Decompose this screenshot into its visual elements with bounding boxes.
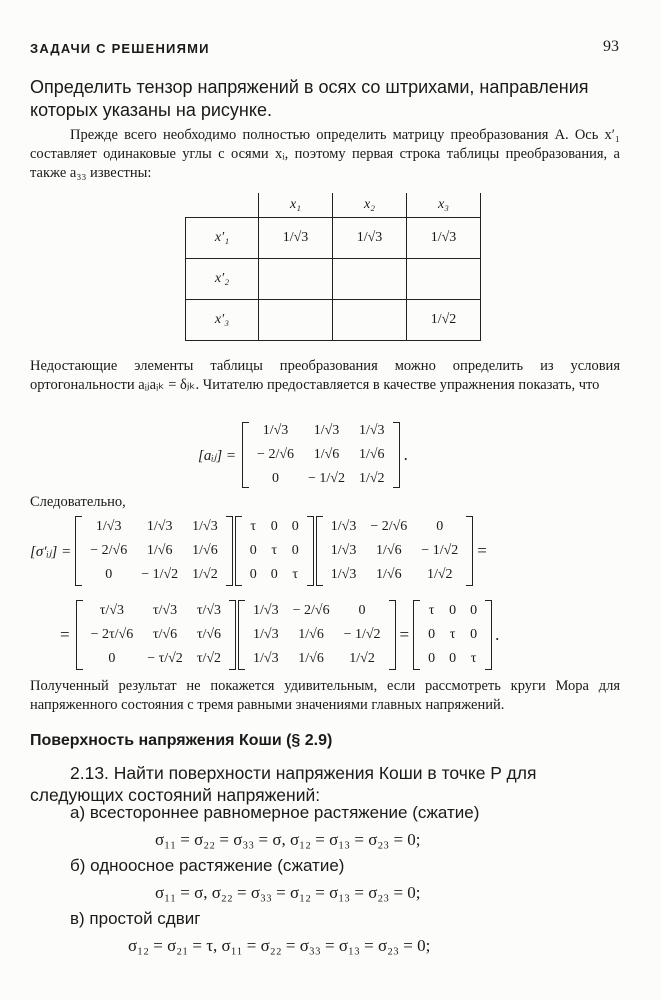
matrix-cell: 0 (470, 603, 478, 618)
equals-sign: = (399, 625, 410, 644)
left-bracket (242, 422, 249, 488)
right-bracket (226, 516, 233, 586)
matrix-cell: − 1/√2 (308, 471, 345, 486)
matrix-cell: τ (292, 567, 299, 582)
stress-equation-line-1 (30, 514, 487, 588)
table-corner (186, 193, 259, 218)
left-bracket (413, 600, 420, 670)
matrix-cell: 1/√3 (330, 567, 357, 582)
matrix-cell: τ (449, 627, 456, 642)
matrix-cell: 0 (272, 471, 280, 486)
table-cell (259, 300, 333, 341)
matrix-cell: 1/√3 (358, 423, 385, 438)
left-bracket (75, 516, 82, 586)
matrix-cell: − 1/√2 (141, 567, 179, 582)
row-header: x′₁ (186, 218, 259, 259)
left-bracket (76, 600, 83, 670)
matrix-cell: 0 (108, 651, 116, 666)
matrix-cell: τ (271, 543, 278, 558)
matrix-cell: 0 (449, 651, 457, 666)
matrix-cell: 1/√3 (253, 627, 279, 642)
aij-label: [aᵢⱼ] = (198, 447, 237, 464)
row-header: x′₂ (186, 259, 259, 300)
matrix-product (83, 598, 229, 672)
matrix-cell: 0 (270, 567, 278, 582)
left-bracket (316, 516, 323, 586)
matrix-cell: 0 (470, 627, 478, 642)
matrix-cell: τ/√3 (152, 603, 178, 618)
table-cell: 1/√2 (407, 300, 481, 341)
matrix-cell: − 2/√6 (257, 447, 295, 462)
table-cell (333, 300, 407, 341)
matrix-cell: τ (250, 519, 257, 534)
col-header: x₂ (333, 193, 407, 218)
left-bracket (238, 600, 245, 670)
matrix-cell: 1/√6 (192, 543, 218, 558)
right-bracket (393, 422, 400, 488)
col-header: x₃ (407, 193, 481, 218)
matrix-cell: 1/√6 (298, 627, 324, 642)
matrix-cell: 1/√6 (358, 447, 385, 462)
matrix-cell: 0 (428, 627, 436, 642)
matrix-cell: 1/√6 (376, 567, 402, 582)
matrix-cell: 1/√6 (376, 543, 402, 558)
table-cell (259, 259, 333, 300)
matrix-cell: 1/√2 (349, 651, 375, 666)
matrix-cell: τ/√2 (196, 651, 222, 666)
problem-statement: 2.13. Найти поверхности напряжения Коши в точке P для следующих состояний напряжений: (30, 763, 537, 805)
matrix-cell: 1/√3 (253, 651, 279, 666)
matrix-cell: 0 (428, 651, 436, 666)
table-cell: 1/√3 (259, 218, 333, 259)
matrix-cell: τ/√3 (99, 603, 124, 618)
sigma-prime-label: [σ′ᵢⱼ] = (30, 543, 72, 560)
matrix-a-transpose (323, 514, 467, 588)
matrix-cell: 1/√2 (358, 471, 385, 486)
matrix-cell: 0 (291, 519, 299, 534)
period: . (495, 625, 500, 644)
matrix-cell: 0 (291, 543, 299, 558)
matrix-stress (242, 514, 307, 588)
matrix-cell: − 2τ/√6 (90, 627, 134, 642)
matrix-cell: 1/√3 (253, 603, 279, 618)
matrix-cell: τ/√6 (196, 627, 222, 642)
matrix-a-transpose (245, 598, 389, 672)
stress-equation-line-2 (60, 598, 499, 672)
paragraph-mohr: Полученный результат не покажется удивительным, если рассмотреть круги Мора для напряженного состояния с тремя равными значениями главных напряжений. (30, 678, 620, 713)
matrix-a (82, 514, 226, 588)
table-cell: 1/√3 (333, 218, 407, 259)
col-header: x₁ (259, 193, 333, 218)
section-heading: Поверхность напряжения Коши (§ 2.9) (30, 732, 333, 749)
matrix-cell: τ/√6 (152, 627, 178, 642)
right-bracket (466, 516, 473, 586)
matrix-cell: 1/√3 (330, 519, 357, 534)
matrix-cell: 1/√3 (313, 423, 340, 438)
matrix-cell: 0 (105, 567, 113, 582)
period: . (403, 445, 408, 464)
lead-paragraph: Определить тензор напряжений в осях со штрихами, направления которых указаны на рисунке. (30, 77, 589, 120)
page-number: 93 (603, 38, 619, 55)
matrix-cell: 1/√6 (146, 543, 173, 558)
item-equation: σ₁₁ = σ, σ₂₂ = σ₃₃ = σ₁₂ = σ₁₃ = σ₂₃ = 0; (155, 883, 421, 902)
matrix-cell: − 2/√6 (292, 603, 330, 618)
matrix-cell: 0 (436, 519, 444, 534)
matrix-cell: 1/√3 (146, 519, 173, 534)
transform-table (185, 193, 481, 341)
matrix-cell: 0 (270, 519, 278, 534)
matrix-cell: 1/√3 (330, 543, 357, 558)
item-label: в) простой сдвиг (70, 909, 201, 928)
item-equation: σ₁₁ = σ₂₂ = σ₃₃ = σ, σ₁₂ = σ₁₃ = σ₂₃ = 0; (155, 830, 421, 849)
matrix-cell: 0 (249, 567, 257, 582)
matrix-cell: 1/√2 (426, 567, 453, 582)
matrix-cell: 1/√2 (192, 567, 218, 582)
matrix-cell: τ/√3 (196, 603, 222, 618)
matrix-cell: 0 (449, 603, 457, 618)
right-bracket (229, 600, 236, 670)
equals-sign: = (477, 541, 487, 560)
matrix-cell: − 1/√2 (421, 543, 459, 558)
right-bracket (389, 600, 396, 670)
consequently-text: Следовательно, (30, 494, 126, 510)
item-label: а) всестороннее равномерное растяжение (сжатие) (70, 803, 480, 822)
matrix-cell: 1/√3 (192, 519, 218, 534)
right-bracket (307, 516, 314, 586)
row-header: x′₃ (186, 300, 259, 341)
matrix-result (420, 598, 485, 672)
matrix-cell: 1/√6 (313, 447, 340, 462)
table-cell (333, 259, 407, 300)
matrix-cell: − τ/√2 (147, 651, 183, 666)
table-cell: 1/√3 (407, 218, 481, 259)
matrix-cell: τ (470, 651, 477, 666)
matrix-cell: − 1/√2 (343, 627, 381, 642)
left-bracket (235, 516, 242, 586)
equals-sign: = (60, 625, 70, 644)
running-title: ЗАДАЧИ С РЕШЕНИЯМИ (30, 41, 210, 56)
matrix-cell: 0 (249, 543, 257, 558)
aij-equation (198, 418, 408, 492)
table-cell (407, 259, 481, 300)
matrix-cell: − 2/√6 (370, 519, 408, 534)
matrix-cell: 1/√3 (95, 519, 122, 534)
matrix-cell: − 2/√6 (90, 543, 128, 558)
right-bracket (485, 600, 492, 670)
item-label: б) одноосное растяжение (сжатие) (70, 856, 345, 875)
matrix-cell: 1/√3 (262, 423, 289, 438)
matrix-cell: τ (428, 603, 435, 618)
matrix-cell: 1/√6 (298, 651, 324, 666)
aij-matrix (249, 418, 393, 492)
item-equation: σ₁₂ = σ₂₁ = τ, σ₁₁ = σ₂₂ = σ₃₃ = σ₁₃ = σ₂₃ = 0; (128, 936, 431, 955)
paragraph-orthogonality: Недостающие элементы таблицы преобразования можно определить из условия ортогональности aᵢⱼaᵢₖ = δⱼₖ. Читателю предоставляется в качестве упражнения показать, что (30, 358, 620, 393)
paragraph-intro: Прежде всего необходимо полностью определить матрицу преобразования A. Ось x′₁ составляет одинаковые углы с осями xᵢ, поэтому первая строка таблицы преобразования, а также a₃₃ известны: (30, 127, 620, 181)
matrix-cell: 0 (358, 603, 366, 618)
